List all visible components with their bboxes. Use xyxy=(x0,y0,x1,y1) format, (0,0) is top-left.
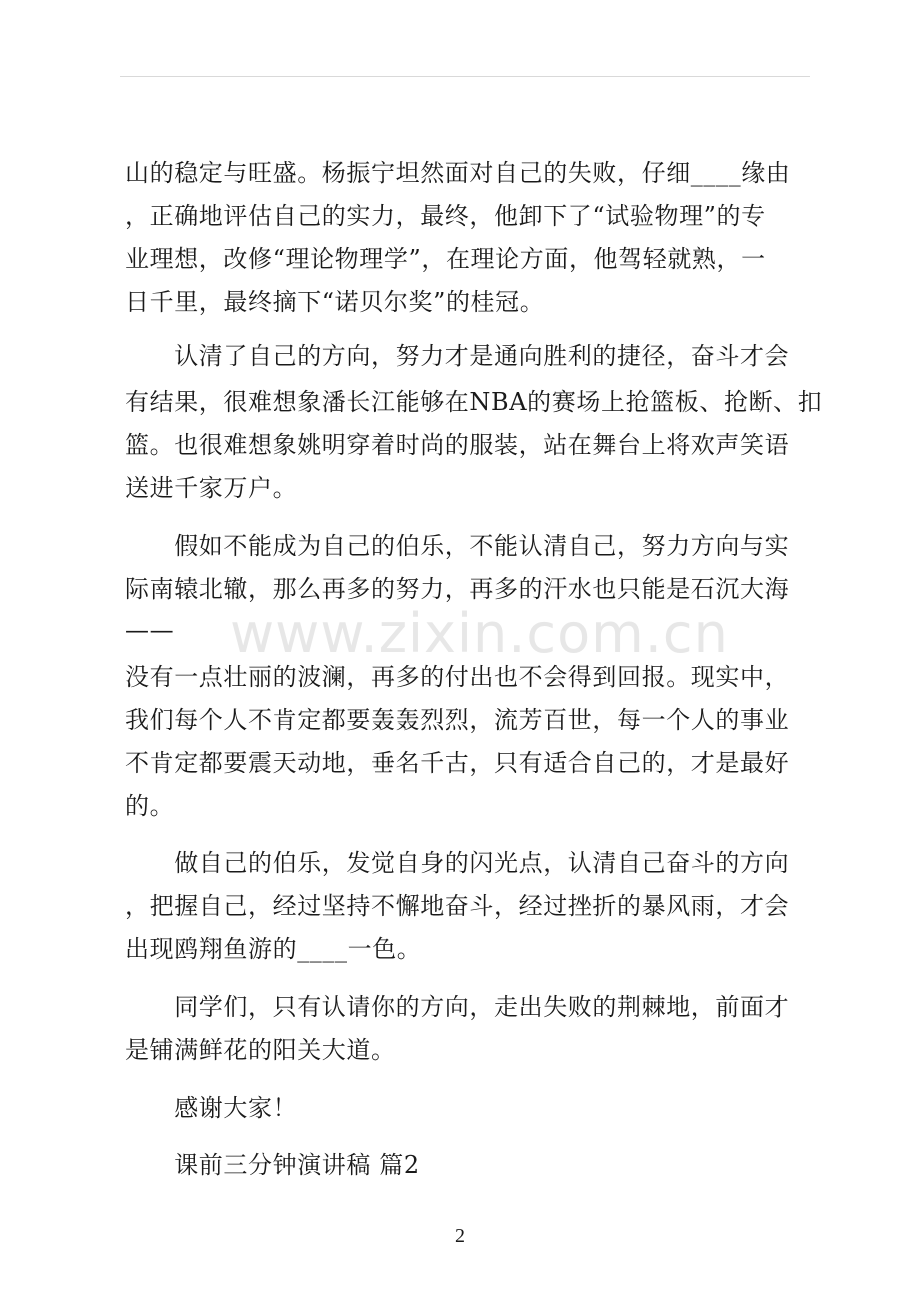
text-line: 感谢大家！ xyxy=(125,1094,298,1122)
text-line: 业理想，改修“理论物理学”，在理论方面，他驾轻就熟，一 xyxy=(125,245,766,273)
text-line: 山的稳定与旺盛。杨振宁坦然面对自己的失败，仔细____缘由 xyxy=(125,159,791,187)
text-line: 不肯定都要震天动地，垂名千古，只有适合自己的，才是最好 xyxy=(125,749,790,777)
text-line: 送进千家万户。 xyxy=(125,474,298,502)
text-line: 同学们，只有认请你的方向，走出失败的荆棘地，前面才 xyxy=(125,993,790,1021)
text-line: 的。 xyxy=(125,792,175,820)
text-line: 日千里，最终摘下“诺贝尔奖”的桂冠。 xyxy=(125,288,545,316)
text-line: ，把握自己，经过坚持不懈地奋斗，经过挫折的暴风雨，才会 xyxy=(125,892,790,920)
text-line: 做自己的伯乐，发觉自身的闪光点，认清自己奋斗的方向 xyxy=(125,849,790,877)
text-line: 篮。也很难想象姚明穿着时尚的服装，站在舞台上将欢声笑语 xyxy=(125,431,790,459)
page-number: 2 xyxy=(455,1225,465,1247)
text-line: 是铺满鲜花的阳关大道。 xyxy=(125,1036,396,1064)
text-line: 际南辕北辙，那么再多的努力，再多的汗水也只能是石沉大海 xyxy=(125,575,790,603)
text-line: 出现鸥翔鱼游的____一色。 xyxy=(125,935,422,963)
header-rule xyxy=(120,76,810,77)
text-line: 我们每个人不肯定都要轰轰烈烈，流芳百世，每一个人的事业 xyxy=(125,706,790,734)
text-line: 没有一点壮丽的波澜，再多的付出也不会得到回报。现实中， xyxy=(125,663,790,691)
text-line: ，正确地评估自己的实力，最终，他卸下了“试验物理”的专 xyxy=(125,202,766,230)
text-line: 假如不能成为自己的伯乐，不能认清自己，努力方向与实 xyxy=(125,532,790,560)
text-line: 课前三分钟演讲稿 篇2 xyxy=(125,1151,420,1179)
text-line: 有结果，很难想象潘长江能够在NBA的赛场上抢篮板、抢断、扣 xyxy=(125,388,823,416)
text-line: 认清了自己的方向，努力才是通向胜利的捷径，奋斗才会 xyxy=(125,342,790,370)
text-line: —— xyxy=(125,616,175,644)
watermark: www.zixin.com.cn xyxy=(230,602,729,665)
